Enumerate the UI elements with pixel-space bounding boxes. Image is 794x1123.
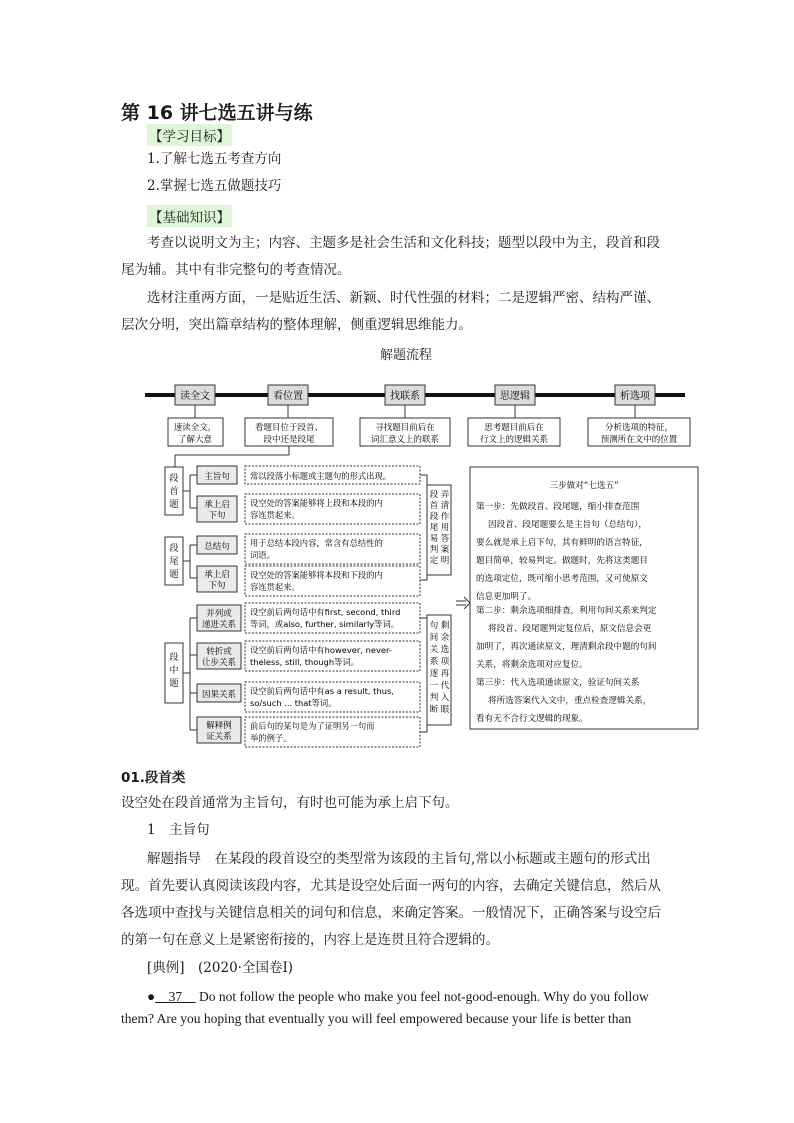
svg-text:清: 清: [440, 501, 450, 511]
svg-text:判: 判: [429, 545, 439, 555]
svg-text:剩: 剩: [440, 621, 450, 631]
svg-text:弄: 弄: [440, 490, 450, 500]
svg-text:三步做对“七选五”: 三步做对“七选五”: [549, 481, 619, 491]
svg-text:了解大意: 了解大意: [177, 435, 213, 445]
svg-text:要么就是承上启下句，其有鲜明的语言特征，: 要么就是承上启下句，其有鲜明的语言特征，: [476, 538, 648, 548]
svg-text:常以段落小标题或主题句的形式出现。: 常以段落小标题或主题句的形式出现。: [250, 471, 392, 481]
svg-text:将段首、段尾题判定复位后，原文信息会更: 将段首、段尾题判定复位后，原文信息会更: [488, 624, 652, 634]
svg-text:易: 易: [429, 534, 439, 544]
example-label: [典例] (2020·全国卷Ⅰ): [147, 960, 294, 976]
svg-text:系: 系: [429, 657, 439, 667]
svg-text:分析选项的特征，: 分析选项的特征，: [604, 423, 674, 433]
basic-knowledge-tag: 【基础知识】: [147, 205, 232, 227]
svg-text:看题目位于段首、: 看题目位于段首、: [254, 423, 324, 433]
svg-text:的选项定位，既可缩小思考范围，又可使原文: 的选项定位，既可缩小思考范围，又可使原文: [476, 574, 648, 584]
svg-text:用: 用: [440, 523, 450, 533]
flow-title: 解题流程: [380, 348, 433, 363]
svg-text:中: 中: [169, 666, 179, 676]
svg-text:并列或: 并列或: [206, 609, 232, 619]
svg-text:容连贯起来。: 容连贯起来。: [250, 510, 300, 520]
svg-text:断: 断: [429, 705, 439, 715]
svg-text:段中还是段尾: 段中还是段尾: [263, 435, 315, 445]
svg-text:作: 作: [440, 512, 450, 522]
svg-text:尾: 尾: [429, 523, 439, 533]
svg-text:so/such ... that等词。: so/such ... that等词。: [250, 698, 337, 708]
example-line-2: them? Are you hoping that eventually you will feel empowered because your life is better than: [121, 1011, 632, 1026]
svg-text:关: 关: [429, 645, 439, 655]
svg-text:余: 余: [440, 633, 450, 643]
svg-text:题: 题: [169, 570, 179, 580]
svg-text:词语。: 词语。: [250, 550, 275, 560]
svg-text:承上启: 承上启: [204, 570, 230, 580]
svg-text:段: 段: [169, 544, 179, 554]
svg-text:寻找题目前后在: 寻找题目前后在: [375, 423, 435, 433]
svg-text:设空处的答案能够将本段和下段的内: 设空处的答案能够将本段和下段的内: [250, 570, 383, 580]
svg-text:让步关系: 让步关系: [201, 658, 237, 668]
step-label: 读全文: [180, 391, 210, 402]
svg-text:用于总结本段内容，常含有总结性的: 用于总结本段内容，常含有总结性的: [250, 538, 383, 548]
guide-line: 的第一句在意义上是紧密衔接的，内容上是连贯且符合逻辑的。: [121, 932, 499, 948]
step-label: 思逻辑: [500, 391, 530, 402]
svg-text:第三步：代入选项通读原文，验证句间关系: 第三步：代入选项通读原文，验证句间关系: [476, 678, 640, 688]
svg-text:看有无不合行文逻辑的现象。: 看有无不合行文逻辑的现象。: [476, 714, 588, 724]
svg-text:速读全文，: 速读全文，: [173, 423, 217, 433]
svg-text:等词，或also, further, similarly等词: 等词，或also, further, similarly等词。: [250, 619, 400, 629]
svg-text:段: 段: [169, 474, 179, 484]
svg-text:判: 判: [429, 693, 439, 703]
svg-text:因段首、段尾题要么是主旨句（总结句），: 因段首、段尾题要么是主旨句（总结句），: [488, 520, 647, 530]
svg-text:递进关系: 递进关系: [201, 620, 237, 630]
svg-text:主旨句: 主旨句: [204, 472, 230, 482]
svg-text:theless, still, though等词。: theless, still, though等词。: [250, 657, 359, 667]
svg-text:行文上的逻辑关系: 行文上的逻辑关系: [479, 435, 549, 445]
basics-paragraph-2-line1: 选材注重两方面，一是贴近生活、新颖、时代性强的材料；二是逻辑严密、结构严谨、: [147, 290, 660, 306]
svg-text:预测所在文中的位置: 预测所在文中的位置: [600, 435, 678, 445]
svg-text:第一步：先做段首、段尾题，缩小排查范围: 第一步：先做段首、段尾题，缩小排查范围: [476, 502, 640, 512]
step-label: 看位置: [273, 391, 303, 402]
svg-text:段: 段: [429, 490, 439, 500]
svg-text:转折或: 转折或: [206, 647, 232, 657]
svg-text:逐: 逐: [429, 669, 439, 679]
svg-text:词汇意义上的联系: 词汇意义上的联系: [370, 435, 440, 445]
guide-line: 解题指导 在某段的段首设空的类型常为该段的主旨句,常以小标题或主题句的形式出: [147, 851, 651, 867]
example-text: Do not follow the people who make you feel not-good-enough. Why do you follow: [195, 989, 649, 1004]
basics-paragraph-1-line1: 考查以说明文为主；内容、主题多是社会生活和文化科技；题型以段中为主，段首和段: [147, 235, 660, 251]
svg-text:代: 代: [440, 681, 450, 691]
svg-text:设空前后两句话中有however, never-: 设空前后两句话中有however, never-: [250, 645, 392, 655]
svg-text:解释例: 解释例: [206, 721, 232, 731]
svg-text:首: 首: [429, 501, 439, 511]
svg-text:将所选答案代入文中，重点检查逻辑关系，: 将所选答案代入文中，重点检查逻辑关系，: [488, 696, 652, 706]
solving-flow-diagram: [140, 375, 700, 750]
step-label: 析选项: [620, 391, 650, 402]
svg-text:选: 选: [440, 645, 450, 655]
svg-text:尾: 尾: [169, 557, 179, 567]
svg-text:下句: 下句: [208, 581, 226, 591]
svg-text:题: 题: [169, 500, 179, 510]
svg-text:案: 案: [440, 545, 450, 555]
svg-text:项: 项: [440, 657, 450, 667]
example-line-1: [147, 985, 677, 1005]
svg-text:设空处的答案能够将上段和本段的内: 设空处的答案能够将上段和本段的内: [250, 498, 383, 508]
svg-text:信息更加明了。: 信息更加明了。: [476, 592, 537, 602]
bullet: ●: [147, 989, 156, 1004]
svg-text:因果关系: 因果关系: [201, 690, 237, 700]
svg-text:定: 定: [429, 556, 439, 566]
guide-line: 现。首先要认真阅读该段内容，尤其是设空处后面一两句的内容，去确定关键信息，然后从: [121, 878, 661, 894]
svg-text:容连贯起来。: 容连贯起来。: [250, 582, 300, 592]
svg-text:思考题目前后在: 思考题目前后在: [484, 423, 544, 433]
svg-text:入: 入: [440, 693, 450, 703]
svg-text:设空前后两句话中有first, second, third: 设空前后两句话中有first, second, third: [250, 607, 401, 617]
svg-text:题: 题: [169, 679, 179, 689]
svg-text:眼: 眼: [440, 705, 450, 715]
svg-text:证关系: 证关系: [206, 732, 232, 742]
svg-text:间: 间: [429, 633, 439, 643]
basics-paragraph-2-line2: 层次分明，突出篇章结构的整体理解，侧重逻辑思维能力。: [121, 317, 472, 333]
basics-paragraph-1-line2: 尾为辅。其中有非完整句的考查情况。: [121, 262, 351, 278]
svg-text:段: 段: [429, 512, 439, 522]
learning-goals-tag: 【学习目标】: [147, 124, 232, 146]
goal-item: 2.掌握七选五做题技巧: [147, 178, 282, 194]
svg-text:句: 句: [429, 621, 439, 631]
goal-item: 1.了解七选五考查方向: [147, 151, 282, 167]
answer-blank: 37: [155, 989, 196, 1004]
svg-text:答: 答: [440, 534, 450, 544]
svg-text:举的例子。: 举的例子。: [250, 733, 292, 743]
svg-text:承上启: 承上启: [204, 500, 230, 510]
svg-text:题目简单，较易判定。做题时，先将这类题目: 题目简单，较易判定。做题时，先将这类题目: [476, 556, 648, 566]
svg-text:加明了，再次通读原文，理清剩余段中题的句间: 加明了，再次通读原文，理清剩余段中题的句间: [476, 642, 657, 652]
subsection-title: 1 主旨句: [147, 822, 210, 838]
page-title: 第 16 讲七选五讲与练: [121, 102, 313, 124]
svg-text:首: 首: [169, 487, 179, 497]
svg-text:下句: 下句: [208, 511, 226, 521]
svg-text:总结句: 总结句: [204, 542, 230, 552]
svg-text:设空前后两句话中有as a result, thus,: 设空前后两句话中有as a result, thus,: [250, 686, 394, 696]
svg-text:再: 再: [440, 669, 450, 679]
section-title: 01.段首类: [121, 770, 186, 786]
svg-text:一: 一: [429, 681, 439, 691]
svg-text:前后句的某句是为了证明另一句而: 前后句的某句是为了证明另一句而: [250, 721, 375, 731]
svg-text:第二步：剩余选项细排查，利用句间关系来判定: 第二步：剩余选项细排查，利用句间关系来判定: [476, 606, 657, 616]
section-intro: 设空处在段首通常为主旨句，有时也可能为承上启下句。: [121, 795, 459, 811]
svg-text:明: 明: [440, 556, 450, 566]
guide-line: 各选项中查找与关键信息相关的词句和信息，来确定答案。一般情况下，正确答案与设空后: [121, 905, 661, 921]
step-label: 找联系: [390, 391, 420, 402]
svg-text:段: 段: [169, 653, 179, 663]
svg-text:关系，将剩余选项对应复位。: 关系，将剩余选项对应复位。: [476, 660, 588, 670]
